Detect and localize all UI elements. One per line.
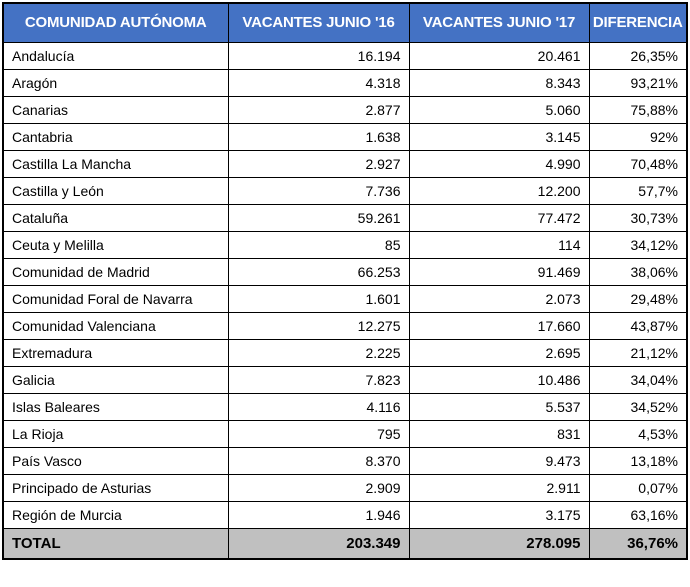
vacantes-2016-cell: 8.370: [228, 447, 409, 474]
vacantes-2016-cell: 7.736: [228, 177, 409, 204]
comunidad-cell: Canarias: [3, 96, 228, 123]
vacantes-2017-cell: 114: [409, 231, 589, 258]
diferencia-cell: 38,06%: [589, 258, 687, 285]
comunidad-cell: Cataluña: [3, 204, 228, 231]
total-label: TOTAL: [3, 528, 228, 559]
table-row: [3, 474, 687, 501]
table-row: [3, 420, 687, 447]
diferencia-cell: 34,04%: [589, 366, 687, 393]
table-row: [3, 258, 687, 285]
comunidad-cell: Principado de Asturias: [3, 474, 228, 501]
diferencia-cell: 70,48%: [589, 150, 687, 177]
vacantes-2016-cell: 4.116: [228, 393, 409, 420]
column-header-diferencia: DIFERENCIA: [589, 3, 687, 42]
vacantes-2016-cell: 2.927: [228, 150, 409, 177]
comunidad-cell: Aragón: [3, 69, 228, 96]
vacantes-2016-cell: 16.194: [228, 42, 409, 69]
vacantes-2016-cell: 2.225: [228, 339, 409, 366]
comunidad-cell: Cantabria: [3, 123, 228, 150]
comunidad-cell: Castilla La Mancha: [3, 150, 228, 177]
table-row: [3, 42, 687, 69]
diferencia-cell: 26,35%: [589, 42, 687, 69]
comunidad-cell: Comunidad Valenciana: [3, 312, 228, 339]
diferencia-cell: 30,73%: [589, 204, 687, 231]
vacantes-2017-cell: 2.695: [409, 339, 589, 366]
comunidad-cell: Extremadura: [3, 339, 228, 366]
table-row: [3, 123, 687, 150]
vacantes-2017-cell: 3.145: [409, 123, 589, 150]
vacantes-2017-cell: 831: [409, 420, 589, 447]
total-vacantes-2016: 203.349: [228, 528, 409, 559]
vacantes-2017-cell: 17.660: [409, 312, 589, 339]
diferencia-cell: 63,16%: [589, 501, 687, 528]
total-vacantes-2017: 278.095: [409, 528, 589, 559]
table-row: [3, 285, 687, 312]
vacantes-2017-cell: 5.060: [409, 96, 589, 123]
table-row: [3, 204, 687, 231]
comunidad-cell: País Vasco: [3, 447, 228, 474]
comunidad-cell: Comunidad de Madrid: [3, 258, 228, 285]
table-row: [3, 177, 687, 204]
vacantes-2017-cell: 2.911: [409, 474, 589, 501]
diferencia-cell: 57,7%: [589, 177, 687, 204]
comunidad-cell: Galicia: [3, 366, 228, 393]
table-row: [3, 150, 687, 177]
vacantes-2016-cell: 795: [228, 420, 409, 447]
vacantes-2017-cell: 12.200: [409, 177, 589, 204]
table-row: [3, 231, 687, 258]
vacantes-2017-cell: 20.461: [409, 42, 589, 69]
diferencia-cell: 4,53%: [589, 420, 687, 447]
diferencia-cell: 93,21%: [589, 69, 687, 96]
vacantes-2016-cell: 1.638: [228, 123, 409, 150]
vacantes-2016-cell: 59.261: [228, 204, 409, 231]
vacantes-2016-cell: 85: [228, 231, 409, 258]
table-row: [3, 339, 687, 366]
comunidad-cell: La Rioja: [3, 420, 228, 447]
comunidad-cell: Islas Baleares: [3, 393, 228, 420]
diferencia-cell: 34,12%: [589, 231, 687, 258]
vacantes-2017-cell: 8.343: [409, 69, 589, 96]
vacantes-2016-cell: 12.275: [228, 312, 409, 339]
vacantes-2016-cell: 4.318: [228, 69, 409, 96]
comunidad-cell: Región de Murcia: [3, 501, 228, 528]
vacantes-2016-cell: 66.253: [228, 258, 409, 285]
vacantes-2017-cell: 91.469: [409, 258, 589, 285]
comunidad-cell: Comunidad Foral de Navarra: [3, 285, 228, 312]
table-row: [3, 366, 687, 393]
comunidad-cell: Ceuta y Melilla: [3, 231, 228, 258]
table-row: [3, 312, 687, 339]
vacantes-2016-cell: 2.909: [228, 474, 409, 501]
vacancies-by-region-table: [2, 2, 688, 560]
vacantes-2017-cell: 4.990: [409, 150, 589, 177]
vacantes-2017-cell: 5.537: [409, 393, 589, 420]
diferencia-cell: 75,88%: [589, 96, 687, 123]
diferencia-cell: 43,87%: [589, 312, 687, 339]
vacantes-2016-cell: 1.601: [228, 285, 409, 312]
diferencia-cell: 21,12%: [589, 339, 687, 366]
total-row: [3, 528, 687, 559]
table-row: [3, 69, 687, 96]
table-row: [3, 501, 687, 528]
vacantes-2016-cell: 7.823: [228, 366, 409, 393]
comunidad-cell: Andalucía: [3, 42, 228, 69]
vacantes-2016-cell: 2.877: [228, 96, 409, 123]
table-row: [3, 393, 687, 420]
vacantes-2017-cell: 77.472: [409, 204, 589, 231]
diferencia-cell: 34,52%: [589, 393, 687, 420]
table-row: [3, 96, 687, 123]
column-header-vacantes-junio-16: VACANTES JUNIO '16: [228, 3, 409, 42]
diferencia-cell: 92%: [589, 123, 687, 150]
diferencia-cell: 0,07%: [589, 474, 687, 501]
diferencia-cell: 13,18%: [589, 447, 687, 474]
vacantes-2016-cell: 1.946: [228, 501, 409, 528]
vacantes-2017-cell: 3.175: [409, 501, 589, 528]
table-row: [3, 447, 687, 474]
column-header-comunidad-autonoma: COMUNIDAD AUTÓNOMA: [3, 3, 228, 42]
header-row: [3, 3, 687, 42]
vacantes-2017-cell: 2.073: [409, 285, 589, 312]
vacantes-2017-cell: 10.486: [409, 366, 589, 393]
total-diferencia: 36,76%: [589, 528, 687, 559]
comunidad-cell: Castilla y León: [3, 177, 228, 204]
column-header-vacantes-junio-17: VACANTES JUNIO '17: [409, 3, 589, 42]
diferencia-cell: 29,48%: [589, 285, 687, 312]
vacantes-2017-cell: 9.473: [409, 447, 589, 474]
